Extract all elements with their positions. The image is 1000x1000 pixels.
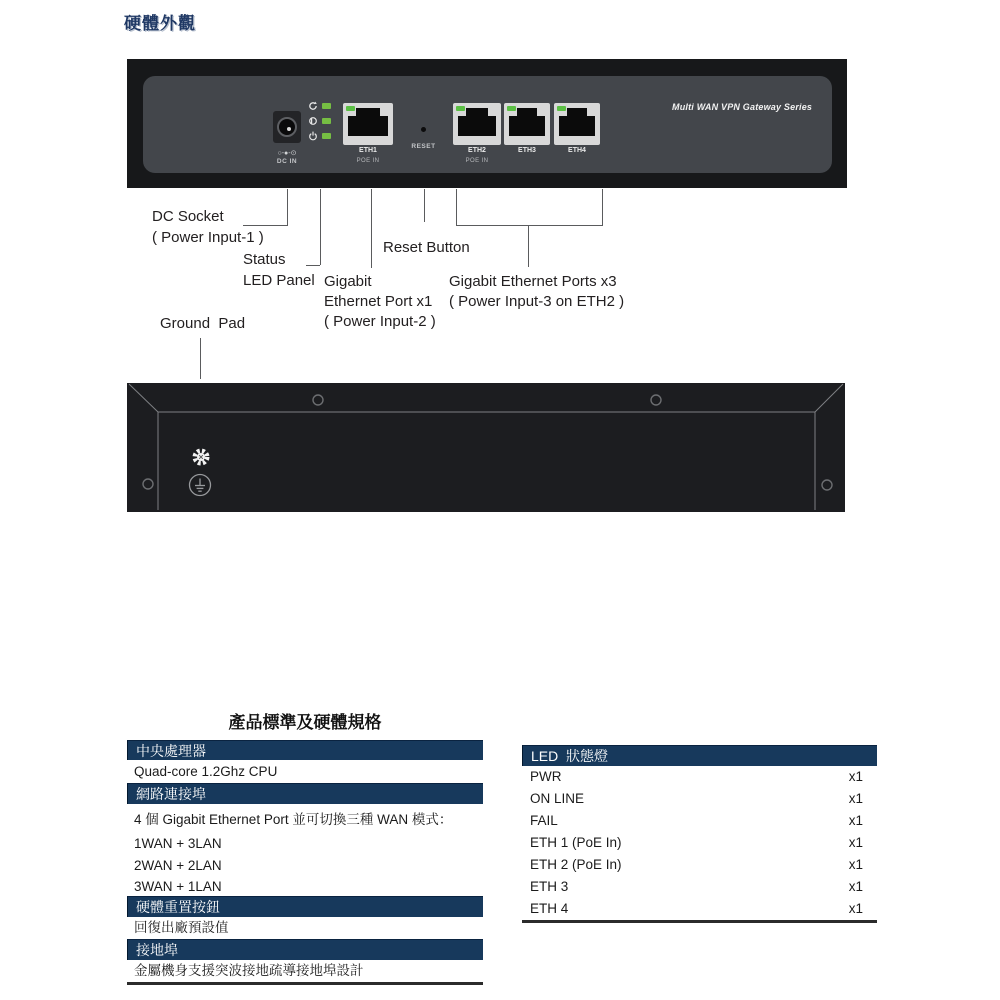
callout-bracket-right <box>602 189 603 225</box>
reset-label: RESET <box>411 143 436 150</box>
rj45-body <box>348 116 388 136</box>
dc-in-label: DC IN <box>276 158 298 165</box>
led-name: ETH 4 <box>530 901 569 916</box>
eth4-label: ETH4 <box>568 147 586 154</box>
callout-status-line1: Status <box>243 251 286 268</box>
led-table-row <box>522 876 877 898</box>
rj45-body <box>458 116 496 136</box>
status-led-green <box>322 118 331 124</box>
spec-row: 金屬機身支援突波接地疏導接地埠設計 <box>134 963 364 978</box>
eth2-port <box>453 103 501 145</box>
port-led <box>507 106 516 111</box>
device-bottom-image <box>127 383 845 512</box>
led-qty: x1 <box>848 769 863 784</box>
led-qty: x1 <box>848 791 863 806</box>
port-led <box>346 106 355 111</box>
callout-line-eth1 <box>371 189 372 268</box>
callout-gigabit1-line3: ( Power Input-2 ) <box>324 313 436 330</box>
callout-gigabit3-line2: ( Power Input-3 on ETH2 ) <box>449 293 625 310</box>
led-table-row <box>522 788 877 810</box>
callout-dc-socket <box>152 206 264 248</box>
spec-table <box>127 740 483 985</box>
ground-pad-screw-icon <box>195 451 207 463</box>
status-led-green <box>322 103 331 109</box>
status-led-row-3 <box>308 131 331 141</box>
led-name: ON LINE <box>530 791 585 806</box>
eth2-poe-label: POE IN <box>465 158 489 164</box>
spec-row: 1WAN + 3LAN <box>134 836 222 851</box>
earth-ground-icon <box>190 475 211 496</box>
callout-bracket-stem <box>528 225 529 267</box>
spec-row: 3WAN + 1LAN <box>134 879 222 894</box>
eth2-label: ETH2 <box>468 147 486 154</box>
screw-hole-icon <box>651 395 661 405</box>
callout-gigabit1-line1: Gigabit <box>324 273 372 290</box>
callout-status-line2: LED Panel <box>243 272 315 289</box>
rj45-body <box>509 116 545 136</box>
callout-reset-button: Reset Button <box>383 239 470 256</box>
spec-row: 2WAN + 2LAN <box>134 858 222 873</box>
led-name: ETH 2 (PoE In) <box>530 857 622 872</box>
callout-status-led-panel <box>243 249 315 291</box>
chassis-bevel-lines <box>129 384 843 412</box>
led-name: ETH 1 (PoE In) <box>530 835 622 850</box>
status-led-row-1 <box>308 101 331 111</box>
led-table-row <box>522 832 877 854</box>
spec-section-header: 網路連接埠 <box>127 783 483 804</box>
dc-jack-pin <box>287 127 291 131</box>
eth1-port <box>343 103 393 145</box>
eth4-port <box>554 103 600 145</box>
screw-hole-icon <box>822 480 832 490</box>
cycle-icon <box>308 101 318 111</box>
status-led-green <box>322 133 331 139</box>
led-table-row <box>522 854 877 876</box>
chassis-drawing <box>127 383 845 512</box>
led-name: PWR <box>530 769 562 784</box>
series-name-text: Multi WAN VPN Gateway Series <box>672 102 813 112</box>
dc-polarity-icon: ○-●-⊙ <box>277 150 297 157</box>
rj45-body <box>559 116 595 136</box>
reset-pinhole <box>421 127 426 132</box>
callout-gigabit1-line2: Ethernet Port x1 <box>324 293 433 310</box>
spec-section-header: 接地埠 <box>127 939 483 960</box>
eth1-poe-label: POE IN <box>356 158 380 164</box>
spec-table-title: 產品標準及硬體規格 <box>228 713 382 732</box>
failover-icon <box>308 116 318 126</box>
device-front-panel-image <box>127 59 847 188</box>
led-qty: x1 <box>848 813 863 828</box>
spec-section-header: 硬體重置按鈕 <box>127 896 483 917</box>
port-led <box>456 106 465 111</box>
eth3-label: ETH3 <box>518 147 536 154</box>
spec-row: 4 個 Gigabit Ethernet Port 並可切換三種 WAN 模式： <box>134 812 453 827</box>
led-qty: x1 <box>848 879 863 894</box>
callout-dc-socket-sub: ( Power Input-1 ) <box>152 229 264 246</box>
power-icon <box>308 131 318 141</box>
callout-gigabit-port-x1 <box>324 272 436 332</box>
spec-row: 回復出廠預設值 <box>134 920 229 935</box>
led-table-row <box>522 898 877 920</box>
callout-ground-pad: Ground Pad <box>160 315 246 332</box>
status-led-row-2 <box>308 116 331 126</box>
callout-dc-socket-title: DC Socket <box>152 208 224 225</box>
callout-line-ground <box>200 338 201 379</box>
callout-bracket-left <box>456 189 457 225</box>
callout-gigabit-ports-x3 <box>449 272 624 312</box>
callout-line-status <box>320 189 321 265</box>
screw-hole-icon <box>143 479 153 489</box>
led-table-header: LED 狀態燈 <box>522 745 877 766</box>
dc-power-jack <box>273 111 301 143</box>
callout-gigabit3-line1: Gigabit Ethernet Ports x3 <box>449 273 617 290</box>
led-qty: x1 <box>848 857 863 872</box>
led-table-row <box>522 766 877 788</box>
eth3-port <box>504 103 550 145</box>
dc-jack-barrel <box>277 117 297 137</box>
callout-bracket-top <box>456 225 603 226</box>
spec-row: Quad-core 1.2Ghz CPU <box>134 764 278 779</box>
callout-line-reset <box>424 189 425 222</box>
page-title: 硬體外觀 <box>124 14 196 33</box>
led-qty: x1 <box>848 901 863 916</box>
led-name: ETH 3 <box>530 879 569 894</box>
led-table-row <box>522 810 877 832</box>
port-led <box>557 106 566 111</box>
spec-section-header: 中央處理器 <box>127 740 483 760</box>
led-qty: x1 <box>848 835 863 850</box>
eth1-label: ETH1 <box>359 147 377 154</box>
led-name: FAIL <box>530 813 558 828</box>
callout-line-dc <box>287 189 288 225</box>
led-status-table <box>522 745 877 923</box>
screw-hole-icon <box>313 395 323 405</box>
